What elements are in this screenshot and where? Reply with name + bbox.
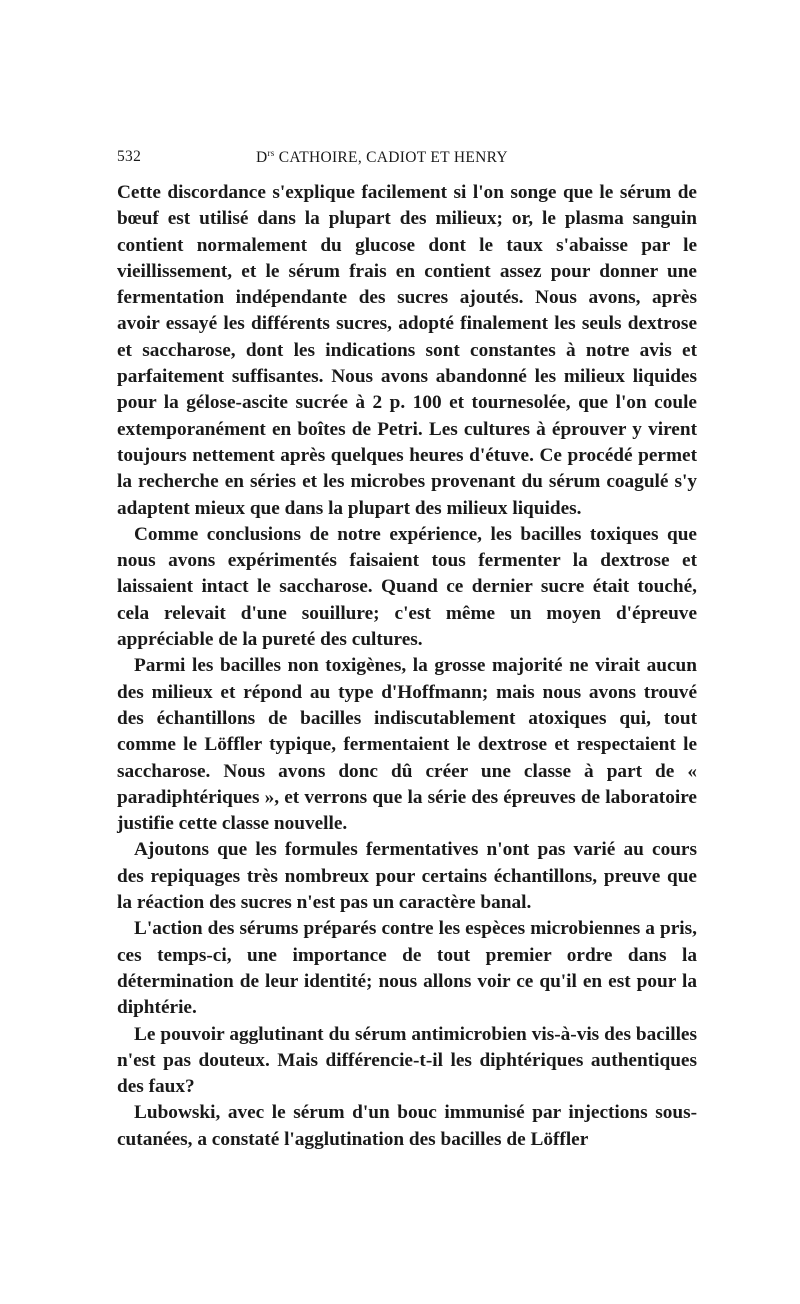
paragraph-lubowski: Lubowski, avec le sérum d'un bouc immunisé par injections sous-cutanées, a constaté l'agglutination des bacilles de Löffler: [117, 1102, 697, 1150]
paragraph-fermentative-formulas: Ajoutons que les formules fermentatives n'ont pas varié au cours des repiquages très nombreux pour certains échantillons, preuve que la réaction des sucres n'est pas un caractère banal.: [117, 839, 697, 914]
paragraph-agglutination: Le pouvoir agglutinant du sérum antimicrobien vis-à-vis des bacilles n'est pas douteux. Mais différencie-t-il les diphtériques authentiques des faux?: [117, 1023, 697, 1098]
paragraph-serum-action: L'action des sérums préparés contre les espèces microbiennes a pris, ces temps-ci, une importance de tout premier ordre dans la détermination de leur identité; nous allons voir ce qu'il en est pour la diphtérie.: [117, 918, 697, 1019]
title-authors: CATHOIRE, CADIOT ET HENRY: [274, 149, 508, 166]
paragraph-conclusions: Comme conclusions de notre expérience, les bacilles toxiques que nous avons expérimentés faisaient tous fermenter la dextrose et laissaient intact le saccharose. Quand ce dernier sucre était touché, cela relevait d'une souillure; c'est même un moyen d'épreuve appréciable de la pureté des cultures.: [117, 523, 697, 651]
title-prefix: D: [256, 149, 268, 166]
body-text: [117, 180, 697, 1153]
running-header: [117, 148, 697, 170]
page-number: 532: [117, 148, 142, 165]
running-title: [256, 148, 508, 167]
paragraph-non-toxigenic: Parmi les bacilles non toxigènes, la grosse majorité ne virait aucun des milieux et répond au type d'Hoffmann; mais nous avons trouvé des échantillons de bacilles indiscutablement atoxiques qui, tout comme le Löffler typique, fermentaient le dextrose et respectaient le saccharose. Nous avons donc dû créer une classe à part de « paradiphtériques », et verrons que la série des épreuves de laboratoire justifie cette classe nouvelle.: [117, 655, 697, 835]
page: [117, 148, 697, 1153]
paragraph-continuation: Cette discordance s'explique facilement si l'on songe que le sérum de bœuf est utilisé dans la plupart des milieux; or, le plasma sanguin contient normalement du glucose dont le taux s'abaisse par le vieillissement, et le sérum frais en contient assez pour donner une fermentation indépendante des sucres ajoutés. Nous avons, après avoir essayé les différents sucres, adopté finalement les seuls dextrose et saccharose, dont les indications sont constantes à notre avis et parfaitement suffisantes. Nous avons abandonné les milieux liquides pour la gélose-ascite sucrée à 2 p. 100 et tournesolée, que l'on coule extemporanément en boîtes de Petri. Les cultures à éprouver y virent toujours nettement après quelques heures d'étuve. Ce procédé permet la recherche en séries et les microbes provenant du sérum coagulé s'y adaptent mieux que dans la plupart des milieux liquides.: [117, 182, 697, 519]
title-superscript: rs: [267, 148, 275, 158]
